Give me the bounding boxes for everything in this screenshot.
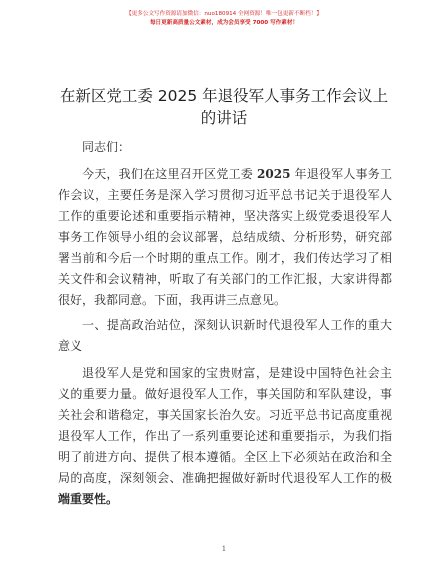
paragraph-section-1-text: 退役军人是党和国家的宝贵财富，是建设中国特色社会主义的重要力量。做好退役军人工作，事关国防和军队建设，事关社会和谐稳定，事关国家长治久安。习近平总书记高度重视退役军人工作，作出了一系列重要论述和重要指示，为我们指明了前进方向、提供了根本遵循。全区上下必须站在政治和全局的高度，深刻领会、准确把握做好新时代退役军人工作的极: [58, 366, 392, 485]
document-title: [40, 85, 408, 129]
page-number: 1: [221, 545, 227, 553]
title-line-1: 在新区党工委 2025 年退役军人事务工作会议上: [59, 87, 389, 105]
paragraph-intro: [58, 164, 392, 311]
title-line-2: 的讲话: [200, 109, 248, 127]
section-heading-1: 一、提高政治站位，深刻认识新时代退役军人工作的重大意义: [58, 318, 392, 353]
promo-line-1: 【更多公文写作资源请加微信：nuo180914 全网资源！唯一包更新不断档！】: [126, 11, 322, 17]
paragraph-intro-part-2: 年退役军人事务工作会议，主要任务是深入学习贯彻习近平总书记关于退役军人工作的重要论述和重要指示精神，坚决落实上级党委退役军人事务工作领导小组的会议部署，总结成绩、分析形势，研究部署当前和今后一个时期的重点工作。刚才，我们传达学习了相关文件和会议精神，听取了有关部门的工作汇报，大家讲得都很好，我都同意。下面，我再讲三点意见。: [58, 167, 392, 307]
promo-line-2: 每日更新高质量公文素材，成为会员享受 7000 写作素材！: [149, 20, 299, 26]
promo-banner: [0, 10, 448, 28]
paragraph-section-1: [58, 363, 392, 510]
paragraph-intro-year: 2025: [257, 167, 291, 181]
document-body: [58, 137, 392, 514]
paragraph-section-1-bold: 端重要性。: [58, 492, 119, 506]
salutation: 同志们：: [82, 140, 131, 154]
paragraph-intro-part-1: 今天，我们在这里召开区党工委: [82, 167, 258, 181]
